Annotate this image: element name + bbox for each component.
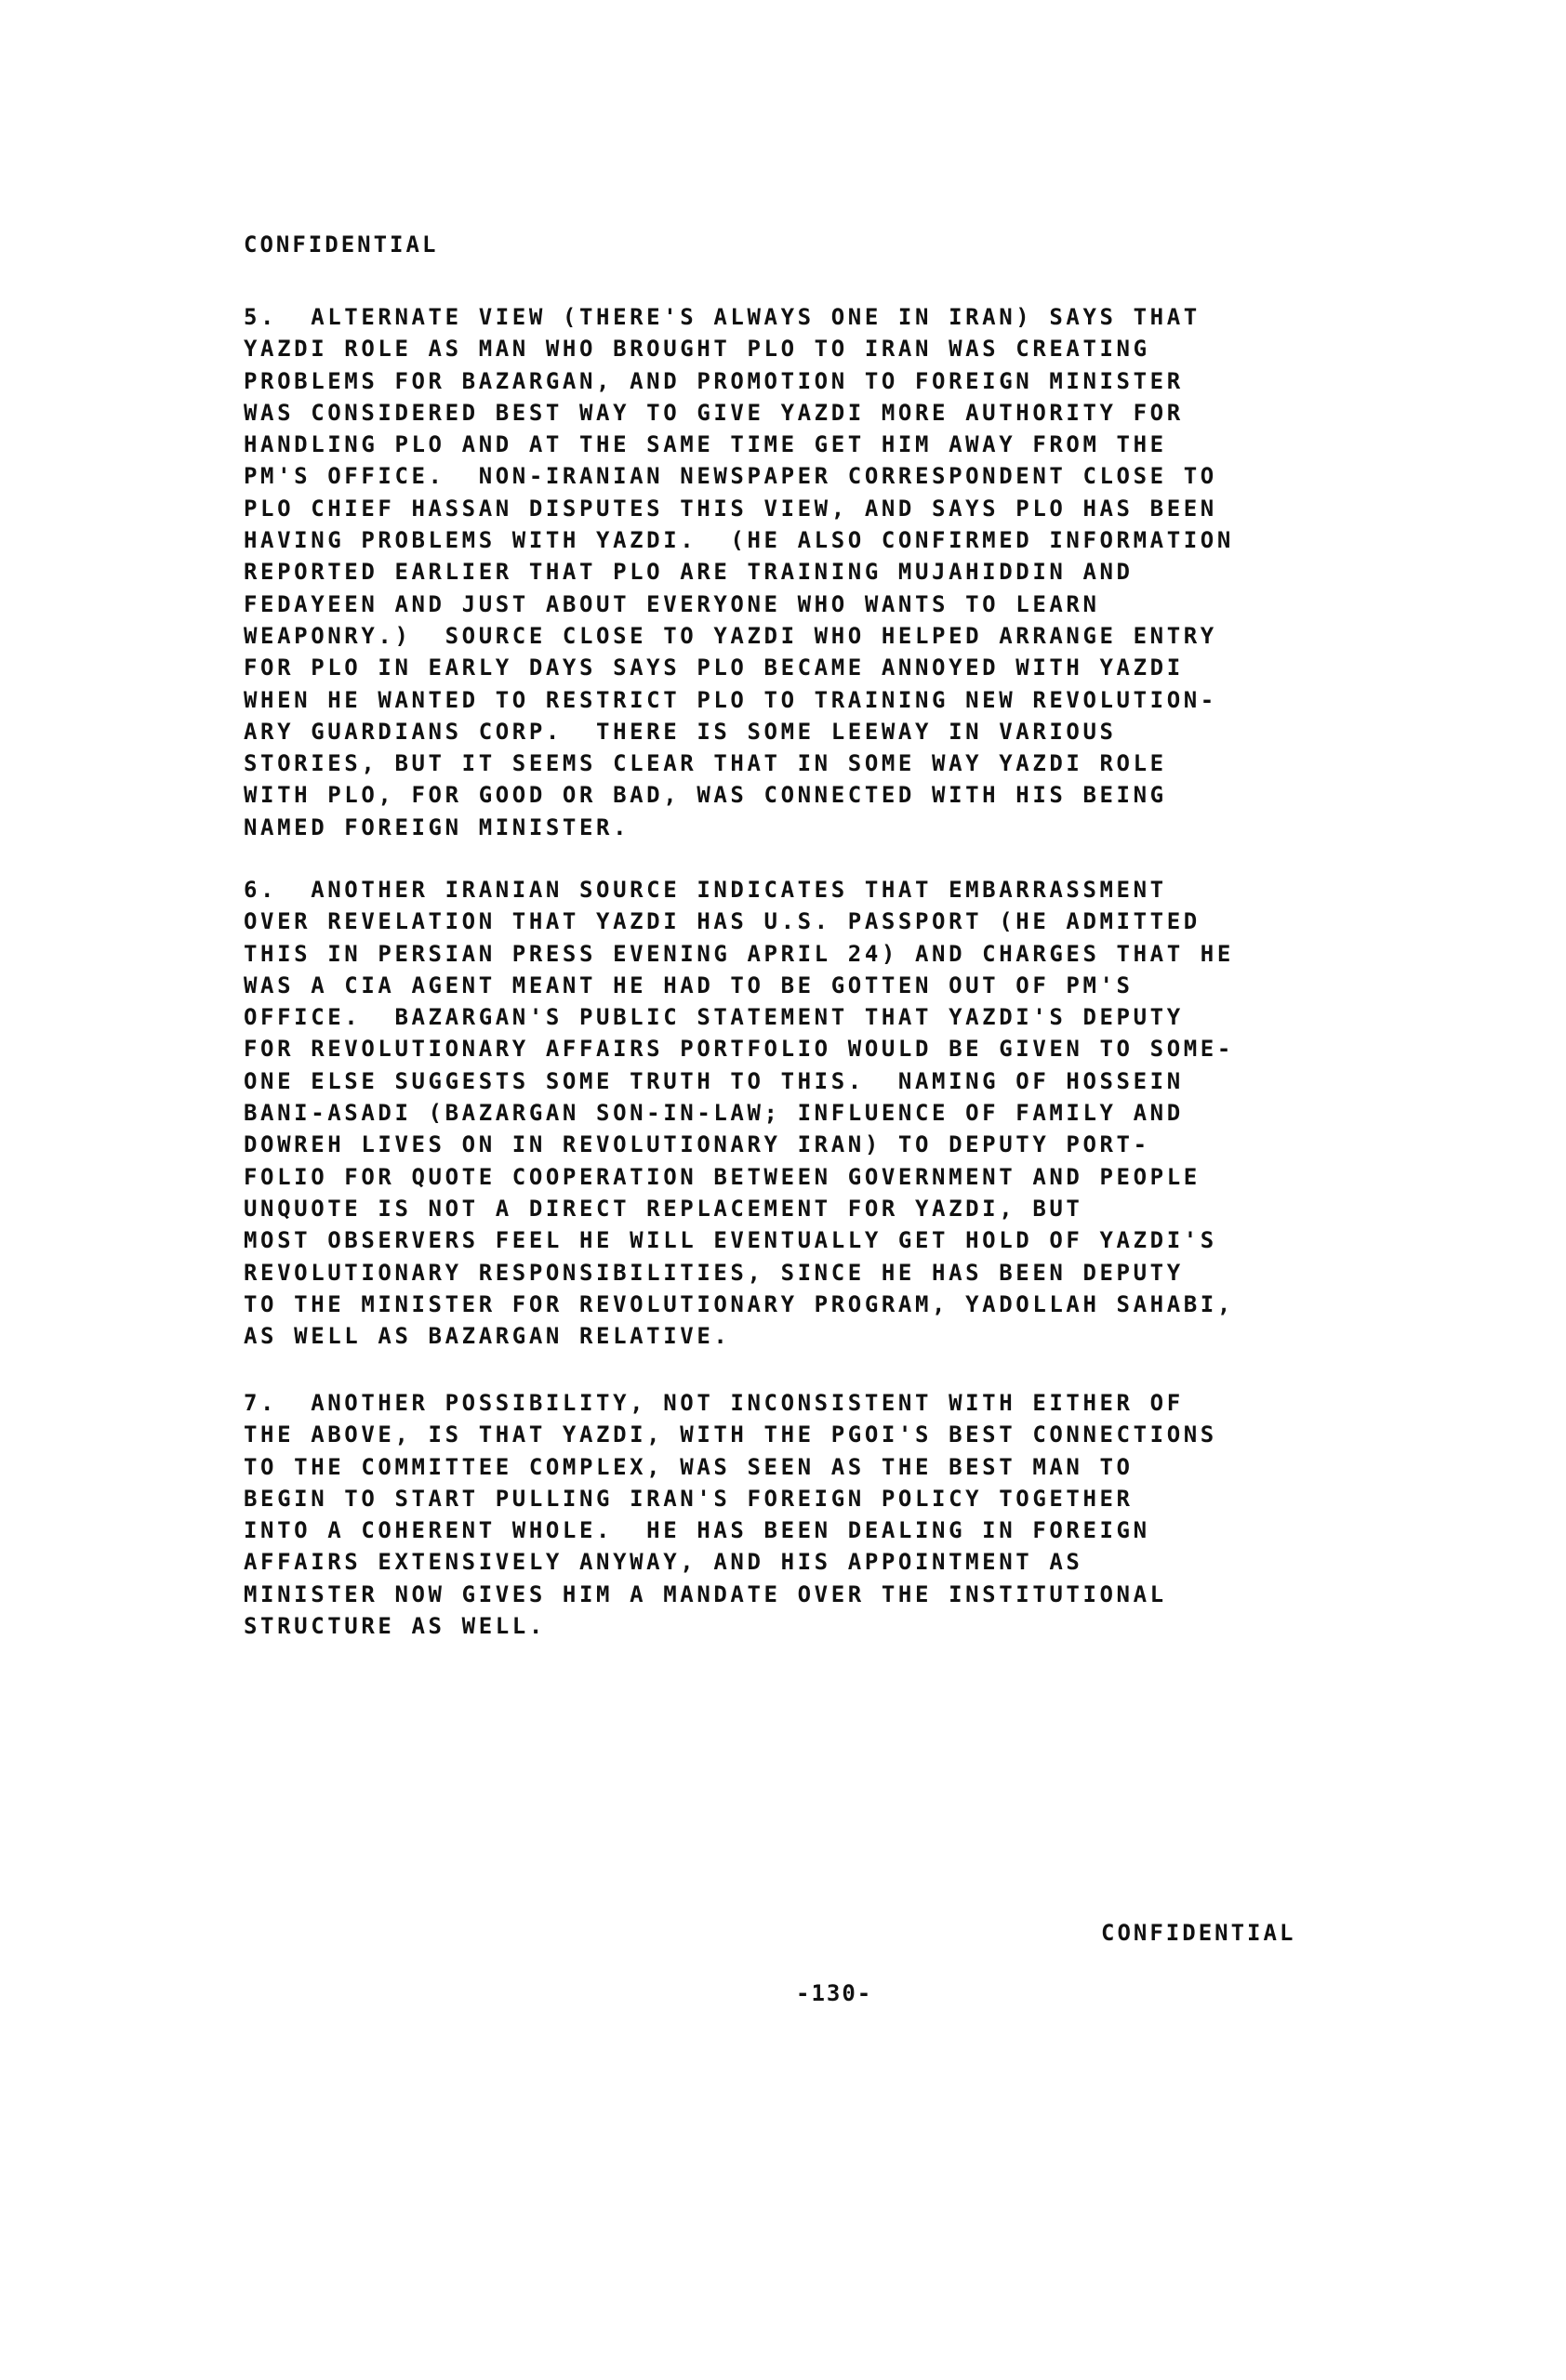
text-line: NAMED FOREIGN MINISTER.	[244, 813, 630, 840]
text-line: AS WELL AS BAZARGAN RELATIVE.	[244, 1323, 731, 1350]
header-classification: CONFIDENTIAL	[244, 231, 439, 258]
text-line: WAS A CIA AGENT MEANT HE HAD TO BE GOTTEN OUT OF PM'S	[244, 972, 1134, 998]
text-line: 6. ANOTHER IRANIAN SOURCE INDICATES THAT EMBARRASSMENT	[244, 877, 1167, 903]
page-number: -130-	[796, 1980, 873, 2006]
text-line: WITH PLO, FOR GOOD OR BAD, WAS CONNECTED WITH HIS BEING	[244, 782, 1167, 809]
text-line: FOR PLO IN EARLY DAYS SAYS PLO BECAME ANNOYED WITH YAZDI	[244, 654, 1184, 681]
text-line: PROBLEMS FOR BAZARGAN, AND PROMOTION TO FOREIGN MINISTER	[244, 367, 1184, 394]
text-line: FOLIO FOR QUOTE COOPERATION BETWEEN GOVERNMENT AND PEOPLE	[244, 1163, 1201, 1190]
text-line: ARY GUARDIANS CORP. THERE IS SOME LEEWAY IN VARIOUS	[244, 718, 1117, 745]
text-line: STRUCTURE AS WELL.	[244, 1613, 546, 1640]
text-line: INTO A COHERENT WHOLE. HE HAS BEEN DEALING IN FOREIGN	[244, 1517, 1150, 1544]
text-line: 7. ANOTHER POSSIBILITY, NOT INCONSISTENT WITH EITHER OF	[244, 1390, 1184, 1416]
text-line: 5. ALTERNATE VIEW (THERE'S ALWAYS ONE IN IRAN) SAYS THAT	[244, 304, 1201, 330]
text-line: ONE ELSE SUGGESTS SOME TRUTH TO THIS. NAMING OF HOSSEIN	[244, 1067, 1184, 1094]
paragraph-7	[244, 1387, 1397, 1642]
paragraph-6	[244, 874, 1397, 1352]
text-line: DOWREH LIVES ON IN REVOLUTIONARY IRAN) TO DEPUTY PORT-	[244, 1131, 1150, 1158]
text-line: WEAPONRY.) SOURCE CLOSE TO YAZDI WHO HELPED ARRANGE ENTRY	[244, 622, 1217, 649]
text-line: MOST OBSERVERS FEEL HE WILL EVENTUALLY GET HOLD OF YAZDI'S	[244, 1227, 1217, 1254]
text-line: MINISTER NOW GIVES HIM A MANDATE OVER THE INSTITUTIONAL	[244, 1580, 1167, 1607]
text-line: TO THE MINISTER FOR REVOLUTIONARY PROGRAM, YADOLLAH SAHABI,	[244, 1290, 1234, 1317]
text-line: YAZDI ROLE AS MAN WHO BROUGHT PLO TO IRAN WAS CREATING	[244, 336, 1150, 363]
text-line: UNQUOTE IS NOT A DIRECT REPLACEMENT FOR YAZDI, BUT	[244, 1195, 1083, 1222]
text-line: BEGIN TO START PULLING IRAN'S FOREIGN POLICY TOGETHER	[244, 1485, 1134, 1512]
text-line: OFFICE. BAZARGAN'S PUBLIC STATEMENT THAT YAZDI'S DEPUTY	[244, 1004, 1184, 1031]
text-line: FOR REVOLUTIONARY AFFAIRS PORTFOLIO WOULD BE GIVEN TO SOME-	[244, 1036, 1234, 1063]
text-line: THE ABOVE, IS THAT YAZDI, WITH THE PGOI'S BEST CONNECTIONS	[244, 1421, 1217, 1448]
text-line: PM'S OFFICE. NON-IRANIAN NEWSPAPER CORRESPONDENT CLOSE TO	[244, 463, 1217, 490]
text-line: BANI-ASADI (BAZARGAN SON-IN-LAW; INFLUENCE OF FAMILY AND	[244, 1100, 1184, 1127]
text-line: WAS CONSIDERED BEST WAY TO GIVE YAZDI MORE AUTHORITY FOR	[244, 399, 1184, 426]
paragraph-5	[244, 301, 1397, 843]
text-line: FEDAYEEN AND JUST ABOUT EVERYONE WHO WANTS TO LEARN	[244, 590, 1100, 617]
text-line: REPORTED EARLIER THAT PLO ARE TRAINING MUJAHIDDIN AND	[244, 559, 1134, 586]
text-line: STORIES, BUT IT SEEMS CLEAR THAT IN SOME WAY YAZDI ROLE	[244, 750, 1167, 777]
text-line: REVOLUTIONARY RESPONSIBILITIES, SINCE HE HAS BEEN DEPUTY	[244, 1259, 1184, 1286]
text-line: HANDLING PLO AND AT THE SAME TIME GET HIM AWAY FROM THE	[244, 431, 1167, 458]
text-line: PLO CHIEF HASSAN DISPUTES THIS VIEW, AND SAYS PLO HAS BEEN	[244, 495, 1217, 522]
text-line: TO THE COMMITTEE COMPLEX, WAS SEEN AS THE BEST MAN TO	[244, 1453, 1134, 1480]
text-line: HAVING PROBLEMS WITH YAZDI. (HE ALSO CONFIRMED INFORMATION	[244, 527, 1234, 554]
text-line: OVER REVELATION THAT YAZDI HAS U.S. PASSPORT (HE ADMITTED	[244, 908, 1201, 935]
text-line: WHEN HE WANTED TO RESTRICT PLO TO TRAINING NEW REVOLUTION-	[244, 686, 1217, 713]
footer-classification: CONFIDENTIAL	[1101, 1920, 1296, 1946]
text-line: AFFAIRS EXTENSIVELY ANYWAY, AND HIS APPOINTMENT AS	[244, 1549, 1083, 1576]
text-line: THIS IN PERSIAN PRESS EVENING APRIL 24) AND CHARGES THAT HE	[244, 940, 1234, 967]
